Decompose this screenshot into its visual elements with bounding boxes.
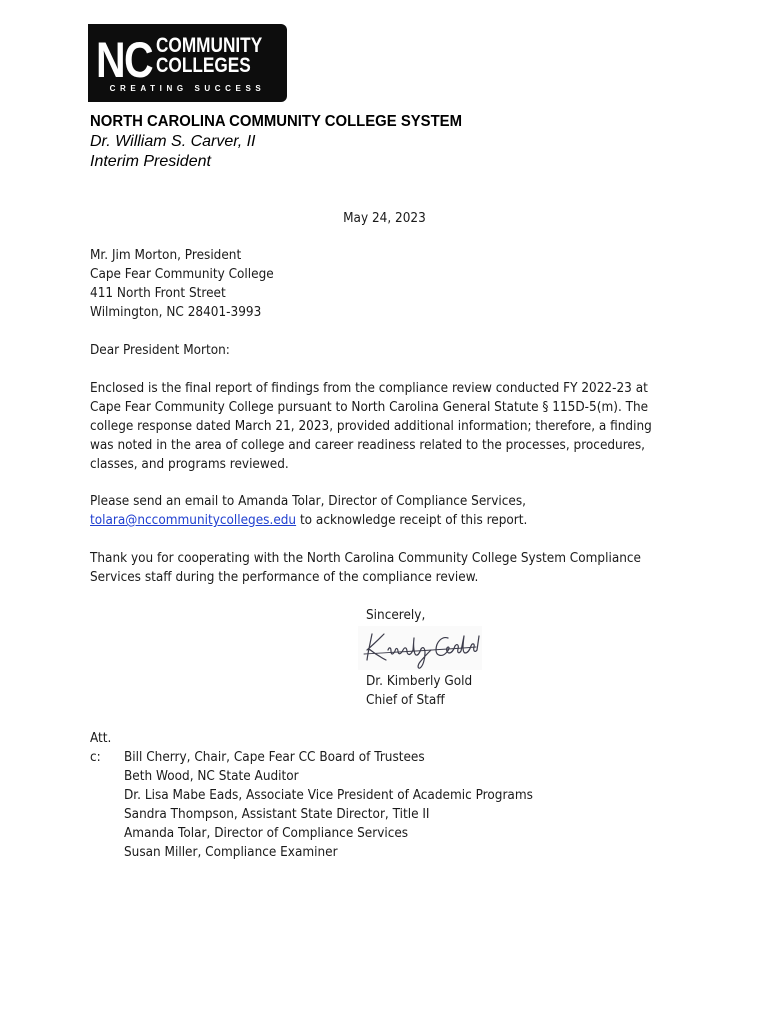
logo-word-colleges: COLLEGES [156, 54, 251, 77]
cc-item-2: Beth Wood, NC State Auditor [124, 769, 299, 784]
nc-community-colleges-logo [88, 24, 287, 102]
recipient-line-4: Wilmington, NC 28401-3993 [90, 305, 262, 320]
cc-item-1: Bill Cherry, Chair, Cape Fear CC Board of Trustees [124, 750, 425, 765]
body-p1-line-3: college response dated March 21, 2023, provided additional information; therefore, a finding [90, 419, 652, 434]
body-p3-line-1: Thank you for cooperating with the North Carolina Community College System Compliance [90, 551, 641, 566]
letter-date [0, 209, 768, 228]
signature-image [358, 626, 482, 670]
letterhead [90, 112, 490, 172]
closing-sincerely: Sincerely, [366, 608, 426, 623]
closing-title: Chief of Staff [366, 693, 445, 708]
recipient-line-2: Cape Fear Community College [90, 267, 274, 282]
body-p1-line-1: Enclosed is the final report of findings from the compliance review conducted FY 2022-23 at [90, 381, 648, 396]
body-p2-line-2 [90, 511, 527, 530]
org-name: NORTH CAROLINA COMMUNITY COLLEGE SYSTEM [90, 113, 462, 130]
recipient-line-3: 411 North Front Street [90, 286, 226, 301]
signature-scribble [358, 626, 482, 670]
body-p2-rest: to acknowledge receipt of this report. [296, 513, 528, 528]
sender-title: Interim President [90, 153, 211, 170]
sender-name: Dr. William S. Carver, II [90, 133, 256, 150]
logo-nc: NC [96, 32, 152, 88]
cc-item-6: Susan Miller, Compliance Examiner [124, 845, 338, 860]
compliance-email-link[interactable]: tolara@nccommunitycolleges.edu [90, 513, 297, 528]
cc-label: c: [90, 750, 101, 765]
cc-item-3: Dr. Lisa Mabe Eads, Associate Vice President of Academic Programs [124, 788, 533, 803]
body-p1-line-4: was noted in the area of college and career readiness related to the processes, procedures, [90, 438, 646, 453]
body-p2-line-1: Please send an email to Amanda Tolar, Director of Compliance Services, [90, 494, 527, 509]
body-p3-line-2: Services staff during the performance of the compliance review. [90, 570, 479, 585]
closing-name: Dr. Kimberly Gold [366, 674, 473, 689]
recipient-line-1: Mr. Jim Morton, President [90, 248, 242, 263]
body-p1-line-5: classes, and programs reviewed. [90, 457, 289, 472]
letter-date-text: May 24, 2023 [342, 211, 426, 226]
cc-item-5: Amanda Tolar, Director of Compliance Services [124, 826, 409, 841]
logo-tagline: CREATING SUCCESS [109, 84, 266, 93]
logo-word-community: COMMUNITY [156, 34, 263, 57]
body-p1-line-2: Cape Fear Community College pursuant to North Carolina General Statute § 115D-5(m). The [90, 400, 649, 415]
salutation: Dear President Morton: [90, 343, 230, 358]
att-label: Att. [90, 731, 112, 746]
cc-item-4: Sandra Thompson, Assistant State Director, Title II [124, 807, 430, 822]
